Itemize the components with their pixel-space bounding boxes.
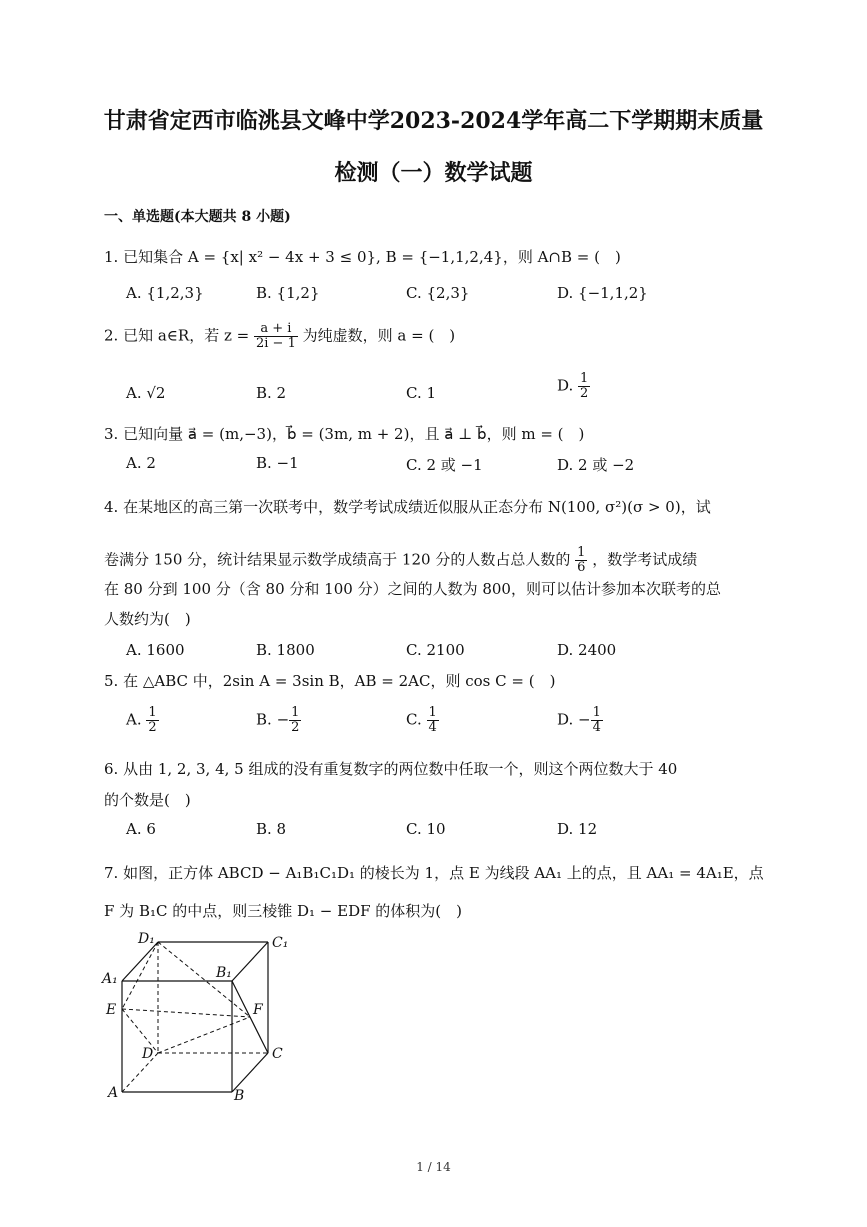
question-4-line-2: [104, 546, 697, 575]
question-2-text: [104, 322, 455, 351]
question-6-line-1: 6. 从由 1, 2, 3, 4, 5 组成的没有重复数字的两位数中任取一个，则这个两位数大于 40: [104, 760, 678, 778]
question-2-option-d-label: D.: [557, 376, 574, 395]
question-5-option-b-numerator: 1: [291, 705, 300, 720]
question-3-option-d: D. 2 或 −2: [557, 456, 635, 474]
question-5-option-d-label: D.: [557, 710, 574, 729]
question-5-option-c: [406, 706, 439, 735]
question-2-option-d-numerator: 1: [580, 371, 589, 386]
question-5-option-c-denominator: 4: [428, 720, 437, 735]
question-2-option-d-denominator: 2: [580, 386, 589, 401]
question-2-text-before: 2. 已知 a∈R，若 z =: [104, 326, 250, 345]
question-6-option-c: C. 10: [406, 820, 446, 838]
question-4-option-c: C. 2100: [406, 641, 465, 659]
page-title-line-1: 甘肃省定西市临洮县文峰中学2023-2024学年高二下学期期末质量: [103, 108, 764, 134]
question-2-option-a: A. √2: [126, 384, 166, 402]
question-5-option-c-label: C.: [406, 710, 422, 729]
question-2-fraction-denominator: 2i − 1: [255, 336, 296, 351]
segment-df: [158, 1017, 250, 1053]
question-5-option-a-numerator: 1: [148, 705, 157, 720]
label-b: B: [234, 1088, 245, 1104]
question-6-option-a: A. 6: [126, 820, 156, 838]
label-d1: D₁: [138, 931, 155, 947]
question-2-option-d: [557, 372, 590, 401]
question-4-fraction-denominator: 6: [577, 560, 586, 575]
question-5-option-b-fraction: [289, 706, 301, 735]
question-2-fraction: [254, 322, 298, 351]
question-5-option-a-denominator: 2: [148, 720, 157, 735]
label-e: E: [106, 1002, 117, 1018]
question-6-option-b: B. 8: [256, 820, 287, 838]
section-heading: 一、单选题(本大题共 8 小题): [104, 209, 291, 225]
segment-d1f: [158, 942, 250, 1017]
question-1-option-b: B. {1,2}: [256, 284, 320, 302]
question-1-option-c: C. {2,3}: [406, 284, 470, 302]
question-1-text: 1. 已知集合 A = {x| x² − 4x + 3 ≤ 0}, B = {−1,1,2,4}，则 A∩B = ( ): [104, 248, 621, 266]
label-b1: B₁: [216, 965, 232, 981]
question-5-option-b-label: B.: [256, 710, 272, 729]
question-5-option-b-sign: −: [276, 710, 290, 729]
question-2-text-after: 为纯虚数，则 a = ( ): [302, 326, 456, 345]
question-7-line-1: 7. 如图，正方体 ABCD − A₁B₁C₁D₁ 的棱长为 1，点 E 为线段 AA₁ 上的点，且 AA₁ = 4A₁E，点: [104, 864, 764, 882]
question-4-option-d: D. 2400: [557, 641, 617, 659]
page-title-line-2: 检测（一）数学试题: [334, 160, 533, 186]
question-4-line-2-after: ，数学考试成绩: [592, 550, 698, 569]
question-5-option-b-denominator: 2: [291, 720, 300, 735]
question-3-option-b: B. −1: [256, 454, 299, 472]
question-4-line-1: 4. 在某地区的高三第一次联考中，数学考试成绩近似服从正态分布 N(100, σ²)(σ > 0)，试: [104, 498, 711, 516]
question-2-option-b: B. 2: [256, 384, 287, 402]
label-a: A: [108, 1085, 119, 1101]
question-6-option-d: D. 12: [557, 820, 598, 838]
question-1-option-d: D. {−1,1,2}: [557, 284, 648, 302]
question-5-option-d: [557, 706, 603, 735]
question-4-fraction: [575, 546, 587, 575]
question-6-line-2: 的个数是( ): [104, 791, 191, 809]
label-a1: A₁: [102, 971, 118, 987]
question-4-fraction-numerator: 1: [577, 545, 586, 560]
question-5-option-d-sign: −: [578, 710, 591, 729]
edge-bc: [232, 1053, 268, 1092]
label-c1: C₁: [272, 935, 289, 951]
question-5-option-a: [126, 706, 159, 735]
question-3-option-c: C. 2 或 −1: [406, 456, 483, 474]
question-5-option-c-numerator: 1: [428, 705, 437, 720]
segment-ef: [122, 1009, 250, 1017]
label-c: C: [272, 1046, 283, 1062]
question-5-option-d-denominator: 4: [592, 720, 601, 735]
cube-figure: [96, 925, 296, 1105]
question-2-option-c: C. 1: [406, 384, 437, 402]
question-5-option-a-fraction: [146, 706, 158, 735]
question-5-option-b: [256, 706, 301, 735]
question-7-line-2: F 为 B₁C 的中点，则三棱锥 D₁ − EDF 的体积为( ): [104, 902, 462, 920]
question-4-line-3: 在 80 分到 100 分（含 80 分和 100 分）之间的人数为 800，则可以估计参加本次联考的总: [104, 580, 721, 598]
question-5-option-a-label: A.: [126, 710, 142, 729]
question-5-option-d-fraction: [591, 706, 603, 735]
question-5-option-c-fraction: [427, 706, 439, 735]
question-1-option-a: A. {1,2,3}: [126, 284, 204, 302]
label-f: F: [253, 1002, 263, 1018]
question-3-option-a: A. 2: [126, 454, 156, 472]
question-2-option-d-fraction: [578, 372, 590, 401]
question-2-fraction-numerator: a + i: [254, 322, 298, 337]
question-4-line-2-before: 卷满分 150 分，统计结果显示数学成绩高于 120 分的人数占总人数的: [104, 550, 571, 569]
question-4-option-b: B. 1800: [256, 641, 315, 659]
question-3-text: 3. 已知向量 a⃗ = (m,−3)，b⃗ = (3m, m + 2)，且 a⃗ ⊥ b⃗，则 m = ( ): [104, 425, 585, 443]
edge-b1c1: [232, 942, 268, 981]
question-5-option-d-numerator: 1: [592, 705, 601, 720]
question-5-text: 5. 在 △ABC 中，2sin A = 3sin B，AB = 2AC，则 cos C = ( ): [104, 672, 556, 690]
question-4-option-a: A. 1600: [126, 641, 185, 659]
question-4-line-4: 人数约为( ): [104, 610, 191, 628]
page-number: 1 / 14: [416, 1160, 451, 1174]
label-d: D: [142, 1046, 154, 1062]
